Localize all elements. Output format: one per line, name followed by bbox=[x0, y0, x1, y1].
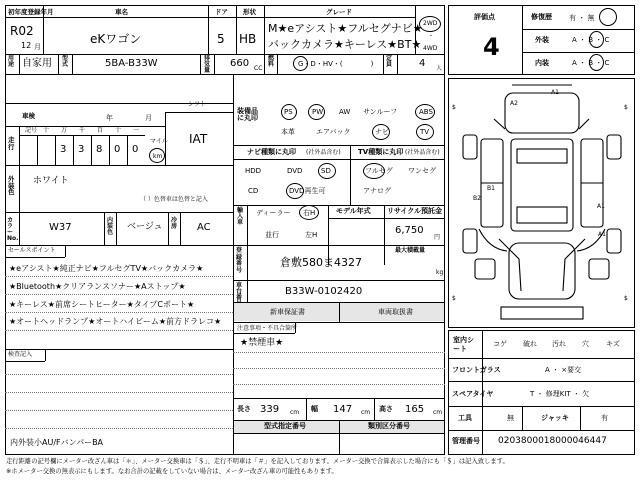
length-value: 339 bbox=[260, 404, 280, 415]
shape-label: 形状 bbox=[243, 8, 256, 16]
height-label: 高さ bbox=[379, 405, 393, 413]
tv-sub: (社外品含む) bbox=[405, 149, 440, 156]
navi-item: SD bbox=[321, 167, 331, 175]
sales-points-label: セールスポイント bbox=[8, 247, 56, 254]
equipment-item: PS bbox=[284, 108, 293, 116]
repair-label: 修復歴 bbox=[531, 13, 552, 21]
shift-label: シフト bbox=[188, 101, 207, 108]
chassis-label: 車台番 bbox=[236, 282, 243, 301]
equipment-item: エアバック bbox=[316, 128, 351, 136]
mileage-divider bbox=[37, 135, 38, 165]
car-outline-svg bbox=[449, 79, 634, 327]
recycle-label: リサイクル預託金 bbox=[387, 207, 443, 215]
svg-text:$: $ bbox=[452, 295, 456, 302]
footer-line1: 走行距離の記号欄にメーター改ざん車は「＊」、メーター交換車は「＄」、走行不明車は「＃」を記入しております。メーター交換で合算表示した場合にも「＄」は記入致します。 bbox=[6, 458, 509, 465]
tv-item: フルセグ bbox=[365, 167, 393, 175]
room-item: 汚れ bbox=[552, 340, 566, 348]
height-value: 165 bbox=[405, 404, 425, 415]
sales-point-4: ★オートヘッドランプ★オートハイビーム★前方ドラレコ★ bbox=[9, 317, 222, 326]
equipment-item: ABS bbox=[419, 108, 433, 116]
drive-dot: ・ bbox=[428, 33, 435, 40]
footer-line2: ※ホメーター交換の無表示にもします。なお合計の記載をしていない場合は、メーター改ざん車の可能性もあります。 bbox=[6, 468, 338, 475]
color-code-value: W37 bbox=[49, 222, 72, 233]
tv-circle bbox=[416, 124, 434, 140]
reg-no-label: 登録番号 bbox=[236, 247, 243, 274]
room-item: キズ bbox=[606, 340, 620, 348]
front-glass-value: A ・ ×要交 bbox=[545, 366, 582, 374]
import-parallel: 並行 bbox=[265, 231, 279, 239]
jack-value: 有 bbox=[601, 414, 608, 422]
import-label: 輸入車 bbox=[237, 207, 244, 226]
exterior-opts: A ・ B ・ C bbox=[572, 36, 610, 44]
fullseg-circle bbox=[363, 163, 385, 179]
tv-item: ワンセグ bbox=[408, 167, 436, 175]
svg-text:$: $ bbox=[624, 104, 628, 111]
diagram-label-a1-rear: A1 bbox=[598, 231, 606, 238]
month-unit: 月 bbox=[34, 43, 41, 51]
mileage-digit-header: 十 bbox=[115, 127, 122, 134]
navi-circle bbox=[372, 124, 390, 140]
recycle-value: 6,750 bbox=[395, 225, 424, 236]
mile-unit: マイル bbox=[150, 138, 168, 145]
length-label: 長さ bbox=[237, 405, 251, 413]
import-right: 右H bbox=[303, 209, 316, 217]
ac-value: AC bbox=[197, 222, 211, 233]
pw-circle bbox=[308, 104, 325, 120]
ac-label: 冷房 bbox=[171, 217, 178, 230]
mileage-divider bbox=[91, 135, 92, 165]
fuel-g-circle bbox=[293, 56, 308, 71]
vehicle-manual: 車両取扱書 bbox=[378, 308, 413, 316]
navi-item: CD bbox=[248, 187, 259, 195]
diagram-label-a2: A2 bbox=[510, 100, 518, 107]
equipment-item: AW bbox=[339, 108, 351, 116]
sd-circle bbox=[318, 163, 336, 179]
room-item: 破れ bbox=[523, 340, 537, 348]
fuel-label: 燃料 bbox=[268, 55, 275, 68]
inspection-month: 月 bbox=[145, 114, 152, 122]
mileage-divider bbox=[127, 135, 128, 165]
tv-label: TV種類に丸印 bbox=[358, 148, 404, 156]
first-reg-label: 初年度登録年月 bbox=[8, 8, 54, 16]
color-value: ホワイト bbox=[33, 176, 69, 186]
navi-item: DVD bbox=[287, 167, 303, 175]
front-glass-label: フロントガラス bbox=[452, 366, 501, 374]
km-unit: km bbox=[153, 153, 163, 160]
model-label: 型式 bbox=[62, 55, 69, 68]
sales-point-3: ★キーレス★前席シートヒーター★タイプCポート★ bbox=[9, 300, 195, 309]
spare-tire-label: スペアタイヤ bbox=[452, 390, 494, 398]
first-reg-month: 12 bbox=[21, 41, 32, 50]
drive-4wd: 4WD bbox=[423, 45, 438, 52]
mileage-label: 走行 bbox=[8, 136, 15, 151]
management-label: 管理番号 bbox=[452, 437, 480, 445]
km-circle bbox=[149, 148, 165, 163]
equipment-item: ナビ bbox=[375, 128, 389, 136]
interior-label: 内装 bbox=[535, 59, 549, 67]
width-unit: cm bbox=[361, 409, 371, 416]
spare-tire-value: T ・ 修理KIT ・ 欠 bbox=[530, 390, 590, 398]
mileage-digit: 3 bbox=[78, 144, 85, 155]
length-unit: cm bbox=[290, 409, 300, 416]
mileage-digit: 0 bbox=[132, 144, 139, 155]
designation-label2: 類別区分番号 bbox=[368, 422, 410, 430]
mileage-digit: 8 bbox=[96, 144, 103, 155]
width-label: 幅 bbox=[311, 405, 318, 413]
capacity-label: 定員 bbox=[386, 55, 393, 68]
svg-text:$: $ bbox=[452, 104, 456, 111]
navi-label: ナビ種類に丸印 bbox=[247, 148, 296, 156]
shift-value: IAT bbox=[189, 132, 208, 146]
repair-none-circle bbox=[599, 8, 617, 26]
reg-no-value: 倉敷580ま4327 bbox=[280, 256, 362, 269]
grade-label: グレード bbox=[326, 8, 352, 16]
max-load-label: 最大積載量 bbox=[395, 247, 426, 254]
room-item: 穴 bbox=[582, 340, 589, 348]
purpose-value: 自家用 bbox=[22, 58, 52, 69]
fuel-value: G・D・HV・( ) bbox=[298, 60, 374, 68]
repair-opts: 有 ・ 無 bbox=[569, 14, 595, 22]
svg-text:$: $ bbox=[624, 295, 628, 302]
displacement-value: 660 bbox=[230, 58, 250, 69]
equipment-item: PW bbox=[312, 108, 324, 116]
new-warranty: 新車保証書 bbox=[270, 308, 305, 316]
interior-color-value: ベージュ bbox=[127, 222, 163, 232]
mileage-digit: 3 bbox=[60, 144, 67, 155]
mileage-digit-header: 一 bbox=[133, 127, 140, 134]
ps-circle bbox=[281, 104, 297, 120]
diagram-label-a1-top: A1 bbox=[551, 89, 559, 96]
room-label: 室内シート bbox=[453, 336, 474, 354]
exterior-label: 外装 bbox=[535, 36, 549, 44]
sales-point-2: ★Bluetooth★クリアランスソナー★Aストップ★ bbox=[9, 282, 186, 291]
equipment-item: サンルーフ bbox=[363, 108, 398, 116]
recycle-unit: 円 bbox=[434, 234, 441, 241]
evaluation-value: 4 bbox=[483, 33, 500, 61]
equipment-item: TV bbox=[420, 128, 430, 136]
car-diagram bbox=[448, 78, 635, 328]
height-unit: cm bbox=[433, 409, 443, 416]
drive-2wd-circle bbox=[419, 16, 441, 32]
navi-item: DVD再生可 bbox=[289, 187, 326, 195]
sales-point-1: ★eアシスト★純正ナビ★フルセグTV★バックカメラ★ bbox=[9, 264, 204, 273]
mileage-divider bbox=[109, 135, 110, 165]
person-unit: 人 bbox=[436, 65, 443, 72]
jack-label: ジャッキ bbox=[541, 414, 569, 422]
equipment-label: 装備品に丸印 bbox=[237, 107, 258, 122]
mileage-digit-header: 百 bbox=[97, 127, 104, 134]
max-load-unit: kg bbox=[436, 269, 444, 276]
drive-2wd: 2WD bbox=[423, 20, 438, 27]
color-label: 外装色 bbox=[8, 175, 15, 196]
dvd-play-circle bbox=[286, 183, 304, 199]
interior-opts: A ・ B ・ C bbox=[572, 59, 610, 67]
exterior-b-circle bbox=[589, 31, 604, 48]
displacement-label: 排気量 bbox=[204, 55, 211, 74]
right-h-circle bbox=[299, 205, 319, 220]
diagram-label-b2: B2 bbox=[473, 195, 481, 202]
diagram-label-a1-right: A1 bbox=[597, 203, 605, 210]
car-name-label: 車名 bbox=[115, 8, 128, 16]
inspector-notes-label: 検査記入 bbox=[8, 351, 33, 358]
model-value: 5BA-B33W bbox=[105, 58, 158, 69]
tv-item: アナログ bbox=[363, 187, 391, 195]
tools-label: 工具 bbox=[458, 414, 472, 422]
mileage-digit-header: 十 bbox=[43, 127, 50, 134]
import-dealer: ディーラー bbox=[256, 209, 291, 217]
interior-color-label: 内装色 bbox=[107, 217, 114, 236]
purpose-label: 用途 bbox=[8, 55, 15, 68]
mileage-divider bbox=[73, 135, 74, 165]
room-item: コゲ bbox=[493, 340, 507, 348]
mileage-digit-header: 記号 bbox=[25, 127, 38, 134]
width-value: 147 bbox=[333, 404, 353, 415]
color-code-label: カラーNo. bbox=[7, 217, 19, 242]
shape-value: HB bbox=[239, 32, 257, 46]
mileage-digit-header: 万 bbox=[61, 127, 68, 134]
inspection-label: 車検 bbox=[22, 112, 35, 120]
cautions-label: 注意事項・不具合箇所 bbox=[237, 325, 298, 332]
management-value: 0203800018000046447 bbox=[498, 436, 607, 446]
diagram-label-b1: B1 bbox=[487, 185, 495, 192]
equipment-item: 本革 bbox=[281, 128, 295, 136]
inspector-bottom-note: 内外装小AU/FバンパーBA bbox=[10, 438, 104, 447]
abs-circle bbox=[415, 104, 435, 120]
import-left: 左H bbox=[305, 231, 318, 239]
inspection-year: 年 bbox=[106, 114, 113, 122]
navi-item: HDD bbox=[245, 167, 262, 175]
first-reg-year: R02 bbox=[10, 24, 34, 38]
interior-b-circle bbox=[589, 54, 604, 71]
door-label: ドア bbox=[215, 8, 228, 16]
grade-line1: M★eアシスト★フルセグナビ★ bbox=[268, 22, 423, 35]
model-year-label: モデル年式 bbox=[336, 207, 371, 215]
capacity-value: 4 bbox=[419, 58, 426, 69]
mileage-digit: 0 bbox=[114, 144, 121, 155]
cc-unit: CC bbox=[254, 65, 263, 72]
grade-line2: バックカメラ★キーレス★BT★ bbox=[268, 38, 422, 51]
car-name-value: eKワゴン bbox=[90, 32, 142, 46]
cautions-value: ★禁煙車★ bbox=[240, 338, 284, 348]
door-value: 5 bbox=[217, 32, 225, 46]
mileage-divider bbox=[55, 135, 56, 165]
designation-label1: 型式指定番号 bbox=[264, 422, 306, 430]
evaluation-label: 評価点 bbox=[474, 13, 495, 21]
navi-sub: (社外品含む) bbox=[306, 149, 341, 156]
color-change-note: （ ）色替車は色替と記入 bbox=[140, 196, 208, 203]
mileage-digit-header: 千 bbox=[79, 127, 86, 134]
chassis-value: B33W-0102420 bbox=[285, 286, 363, 297]
tools-value: 無 bbox=[507, 414, 514, 422]
